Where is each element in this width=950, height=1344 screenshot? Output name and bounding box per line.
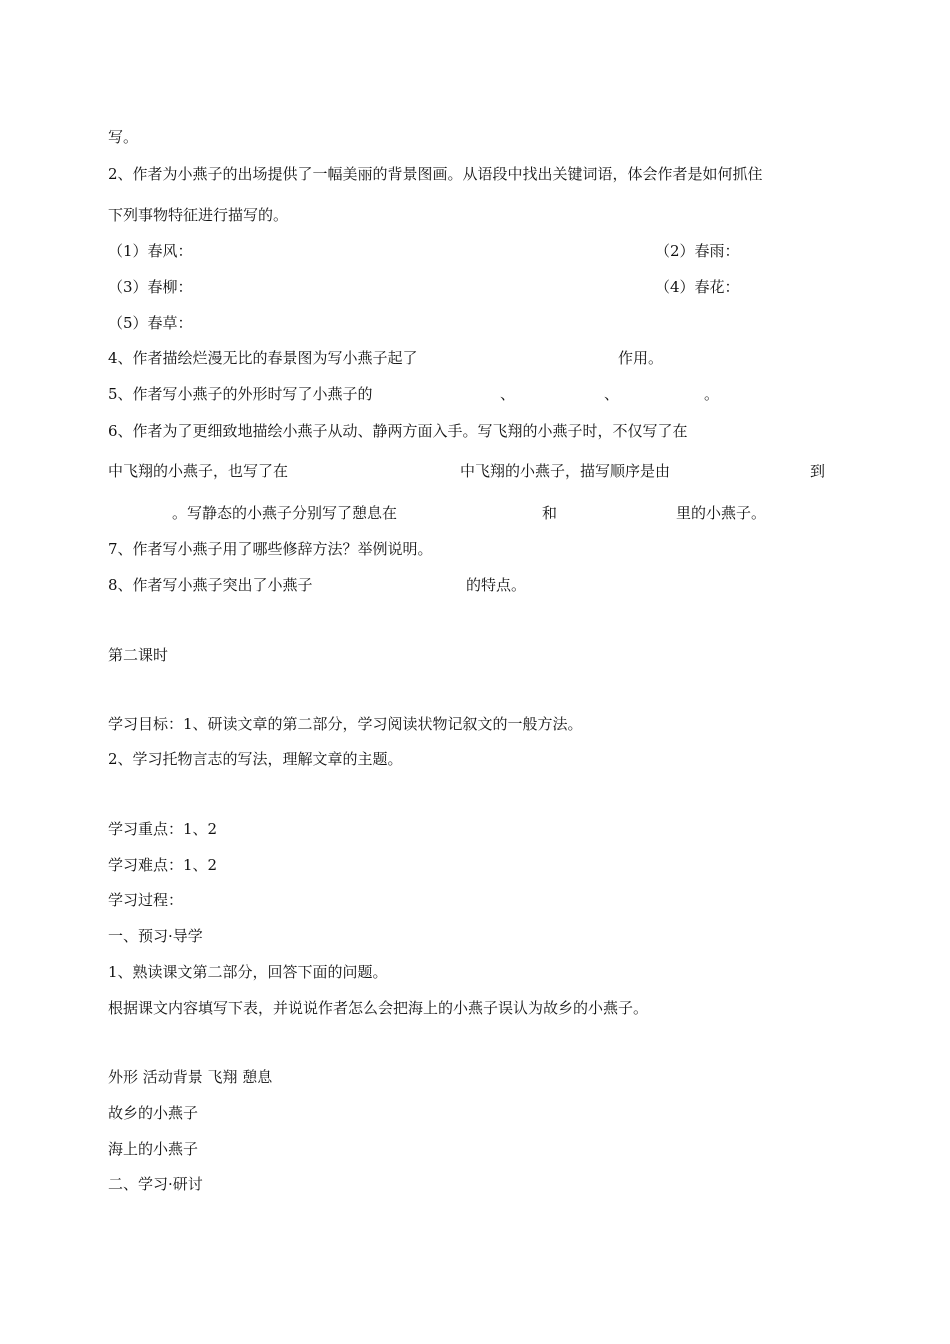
- task-line: 1、熟读课文第二部分，回答下面的问题。: [108, 963, 388, 981]
- question-5: [108, 384, 868, 404]
- text-segment: 。写静态的小燕子分别写了憩息在: [172, 504, 398, 522]
- text-segment: 的特点。: [466, 576, 527, 594]
- text-segment: 4、作者描绘烂漫无比的春景图为写小燕子起了: [108, 349, 418, 367]
- table-row: 故乡的小燕子: [108, 1104, 199, 1122]
- subsection-title: 一、预习·导学: [108, 927, 203, 945]
- text-segment: 到: [810, 462, 826, 480]
- text-segment: 8、作者写小燕子突出了小燕子: [108, 576, 313, 594]
- difficult-points: 学习难点：1、2: [108, 856, 218, 874]
- item-spring-willow: （3）春柳：: [108, 278, 193, 296]
- question-8: [108, 575, 868, 595]
- text-line: 写。: [108, 128, 139, 146]
- text-line: [108, 503, 868, 523]
- table-row: 海上的小燕子: [108, 1140, 199, 1158]
- text-segment: 5、作者写小燕子的外形时写了小燕子的: [108, 385, 373, 403]
- text-segment: 、: [604, 385, 620, 403]
- text-segment: 作用。: [618, 349, 664, 367]
- text-line: 下列事物特征进行描写的。: [108, 206, 289, 224]
- question-2: 2、作者为小燕子的出场提供了一幅美丽的背景图画。从语段中找出关键词语，体会作者是如何抓住: [108, 165, 763, 183]
- process-title: 学习过程：: [108, 891, 184, 909]
- item-spring-grass: （5）春草：: [108, 314, 193, 332]
- section-title: 第二课时: [108, 646, 169, 664]
- text-segment: 、: [500, 385, 516, 403]
- task-line: 根据课文内容填写下表，并说说作者怎么会把海上的小燕子误认为故乡的小燕子。: [108, 999, 649, 1017]
- text-segment: 。: [704, 385, 720, 403]
- question-4: [108, 348, 868, 368]
- text-segment: 和: [542, 504, 558, 522]
- item-spring-flower: （4）春花：: [655, 278, 740, 296]
- question-7: 7、作者写小燕子用了哪些修辞方法？举例说明。: [108, 540, 433, 558]
- question-6: 6、作者为了更细致地描绘小燕子从动、静两方面入手。写飞翔的小燕子时，不仅写了在: [108, 422, 688, 440]
- subsection-title: 二、学习·研讨: [108, 1175, 203, 1193]
- learning-goals-2: 2、学习托物言志的写法，理解文章的主题。: [108, 750, 403, 768]
- item-spring-wind: （1）春风：: [108, 242, 193, 260]
- text-segment: 中飞翔的小燕子，也写了在: [108, 462, 289, 480]
- item-spring-rain: （2）春雨：: [655, 242, 740, 260]
- text-line: [108, 461, 868, 481]
- learning-goals: 学习目标：1、研读文章的第二部分，学习阅读状物记叙文的一般方法。: [108, 715, 583, 733]
- table-header: 外形 活动背景 飞翔 憩息: [108, 1068, 273, 1086]
- text-segment: 里的小燕子。: [676, 504, 767, 522]
- key-points: 学习重点：1、2: [108, 820, 218, 838]
- text-segment: 中飞翔的小燕子，描写顺序是由: [460, 462, 671, 480]
